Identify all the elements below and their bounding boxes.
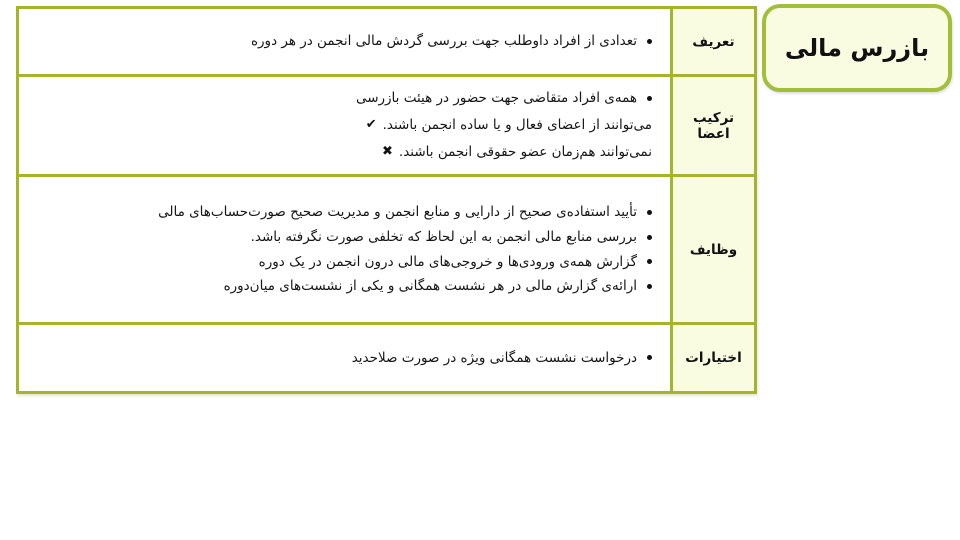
list-item-text: تعدادی از افراد داوطلب جهت بررسی گردش مالی انجمن در هر دوره [250,33,637,50]
list-item [31,202,652,223]
page-title: بازرس مالی [784,34,930,62]
list-item-text: بررسی منابع مالی انجمن به این لحاظ که تخلفی صورت نگرفته باشد. [250,228,637,245]
row-content-composition [19,77,670,174]
list-item-text: می‌توانند از اعضای فعال و یا ساده انجمن باشند. [382,117,652,134]
list-item [31,276,652,297]
bullet-icon [647,355,652,360]
bullet-icon [647,259,652,264]
row-label: وظایف [689,241,738,258]
table-row-composition [19,74,754,174]
list-item-text: گزارش همه‌ی ورودی‌ها و خروجی‌های مالی درون انجمن در یک دوره [258,253,637,270]
title-box [762,4,952,92]
bullet-icon [647,235,652,240]
list-item [31,252,652,273]
table-row-authorities [19,322,754,391]
row-label: ترکیب اعضا [692,109,735,142]
list-item [31,348,652,369]
bullet-icon [647,284,652,289]
cross-icon: ✖ [382,144,393,160]
list-item-text: همه‌ی افراد متقاضی جهت حضور در هیئت بازرسی [355,90,637,107]
row-label-cell-duties [670,177,754,322]
bullet-icon [647,39,652,44]
list-item [31,31,652,52]
row-label: اختیارات [685,350,742,366]
row-content-authorities [19,325,670,391]
table-row-duties [19,174,754,322]
table-row-definition [19,9,754,74]
list-item [31,88,652,109]
row-label-cell-authorities [670,325,754,391]
list-item-text: درخواست نشست همگانی ویژه در صورت صلاحدید [351,349,637,366]
inspector-table [16,6,757,394]
list-item-text: ارائه‌ی گزارش مالی در هر نشست همگانی و یکی از نشست‌های میان‌دوره [223,278,637,295]
row-label: تعریف [692,33,735,50]
row-content-duties [19,177,670,322]
list-item-text: نمی‌توانند هم‌زمان عضو حقوقی انجمن باشند. [398,143,652,160]
row-label-cell-composition [670,77,754,174]
list-item-forbidden [31,142,652,163]
bullet-icon [647,210,652,215]
list-item [31,227,652,248]
list-item-text: تأیید استفاده‌ی صحیح از دارایی و منابع انجمن و مدیریت صحیح صورت‌حساب‌های مالی [158,203,637,220]
bullet-icon [647,96,652,101]
row-label-cell-definition [670,9,754,74]
row-content-definition [19,9,670,74]
check-icon: ✔ [365,117,377,133]
list-item-allowed [31,115,652,136]
